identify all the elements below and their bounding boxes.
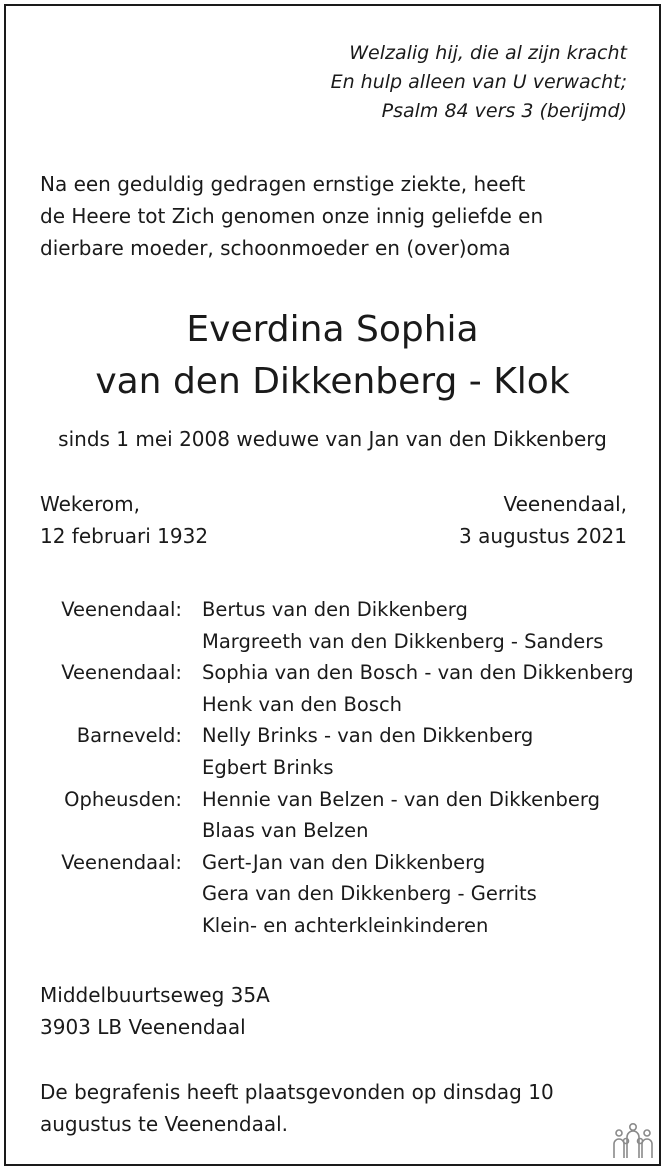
verse [331,39,627,126]
deceased-surname: van den Dikkenberg - Klok [95,361,570,402]
family-member: Blaas van Belzen [202,819,369,843]
family-member: Hennie van Belzen - van den Dikkenberg [202,787,600,811]
family-list [6,594,634,942]
family-member: Bertus van den Dikkenberg [202,598,468,621]
funeral-line-1: De begrafenis heeft plaatsgevonden op dinsdag 10 [40,1080,554,1104]
family-place: Opheusden: [64,787,182,811]
family-member: Egbert Brinks [202,755,334,779]
family-place: Veenendaal: [61,598,182,621]
family-names [182,784,600,847]
intro-line-3: dierbare moeder, schoonmoeder en (over)oma [40,236,511,260]
family-member: Margreeth van den Dikkenberg - Sanders [202,629,604,653]
address [40,979,270,1043]
verse-line-1: Welzalig hij, die al zijn kracht [349,42,627,64]
death-info [459,488,627,552]
family-group [6,594,634,657]
address-street: Middelbuurtseweg 35A [40,983,270,1007]
birth-info [40,488,208,552]
intro-line-1: Na een geduldig gedragen ernstige ziekte, heeft [40,172,526,196]
verse-line-2: En hulp alleen van U verwacht; [330,71,627,93]
family-group [6,657,634,720]
logo-figures [614,1124,652,1158]
family-place: Veenendaal: [61,661,182,685]
family-place: Barneveld: [76,724,182,748]
family-names [182,657,634,720]
intro-line-2: de Heere tot Zich genomen onze innig geliefde en [40,204,544,228]
deceased-name [6,304,659,408]
family-names [182,720,533,783]
family-group [6,847,634,942]
family-member: Klein- en achterkleinkinderen [202,913,489,937]
family-names [182,847,537,942]
family-member: Nelly Brinks - van den Dikkenberg [202,724,534,748]
family-place: Veenendaal: [61,850,182,874]
funeral-note [40,1076,610,1140]
family-group [6,784,634,847]
birth-place: Wekerom, [40,492,140,516]
birth-date: 12 februari 1932 [40,524,209,548]
intro-text [40,168,543,264]
widow-note: sinds 1 mei 2008 weduwe van Jan van den Dikkenberg [58,427,607,451]
family-member: Sophia van den Bosch - van den Dikkenberg [202,661,634,685]
family-group-logo-icon [611,1120,655,1160]
death-place: Veenendaal, [503,492,627,516]
funeral-line-2: augustus te Veenendaal. [40,1112,289,1136]
deceased-first-names: Everdina Sophia [186,309,479,350]
death-date: 3 augustus 2021 [459,524,627,548]
family-group [6,720,634,783]
family-member: Gert-Jan van den Dikkenberg [202,850,486,874]
family-member: Gera van den Dikkenberg - Gerrits [202,882,537,906]
address-city: 3903 LB Veenendaal [40,1015,246,1039]
family-names [182,594,603,657]
family-member: Henk van den Bosch [202,692,403,716]
obituary-card [4,4,661,1166]
verse-source: Psalm 84 vers 3 (berijmd) [381,100,627,122]
